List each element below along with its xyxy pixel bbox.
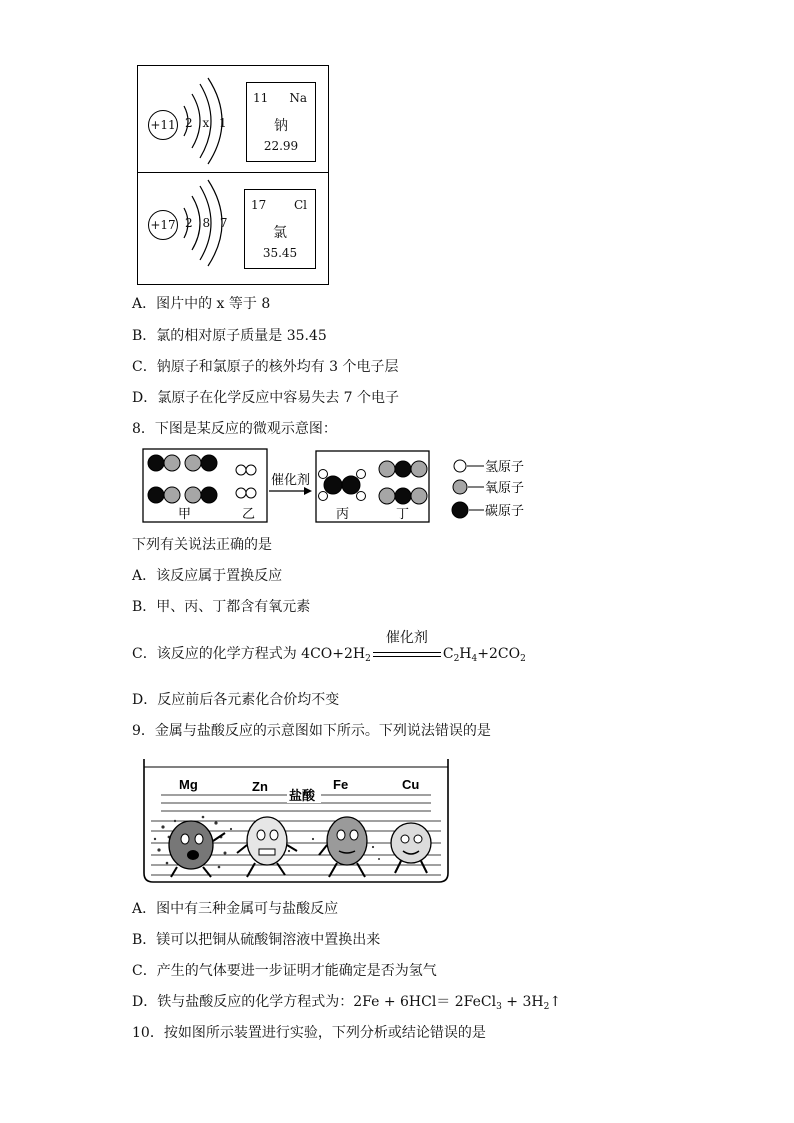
label-cu: Cu bbox=[402, 777, 420, 792]
legend-oxygen: 氧原子 bbox=[485, 481, 525, 496]
oxygen-atom bbox=[185, 455, 201, 471]
label-zn: Zn bbox=[252, 779, 268, 794]
oxygen-atom bbox=[185, 487, 201, 503]
chlorine-symbol: Cl bbox=[293, 198, 307, 212]
equation-catalyst-sign: 催化剂 bbox=[371, 645, 443, 663]
q7-option-b: B．氯的相对原子质量是 35.45 bbox=[132, 328, 327, 344]
carbon-atom bbox=[201, 487, 217, 503]
oxygen-atom bbox=[164, 487, 180, 503]
carbon-atom bbox=[201, 455, 217, 471]
legend-carbon: 碳原子 bbox=[485, 504, 525, 519]
sodium-electron-shells: 2 x 1 bbox=[185, 116, 230, 130]
reaction-arrow-head bbox=[304, 487, 312, 495]
hydrogen-atom bbox=[246, 465, 256, 475]
legend-carbon-swatch bbox=[452, 502, 468, 518]
legend-oxygen-swatch bbox=[453, 480, 467, 494]
oxygen-atom bbox=[379, 488, 395, 504]
label-jia: 甲 bbox=[178, 507, 192, 522]
label-hydrochloric-acid: 盐酸 bbox=[289, 789, 316, 804]
oxygen-atom bbox=[379, 461, 395, 477]
q9-option-c: C．产生的气体要进一步证明才能确定是否为氢气 bbox=[132, 963, 437, 979]
chlorine-mass: 35.45 bbox=[262, 246, 298, 260]
catalyst-label: 催化剂 bbox=[271, 473, 311, 488]
q9-option-a: A．图中有三种金属可与盐酸反应 bbox=[132, 901, 339, 917]
fe-character bbox=[327, 817, 367, 865]
sodium-atomic-number: 11 bbox=[253, 91, 269, 105]
q7-option-d: D．氯原子在化学反应中容易失去 7 个电子 bbox=[132, 390, 400, 406]
reaction-microscopic-diagram bbox=[140, 446, 540, 528]
chlorine-element-card bbox=[244, 189, 316, 269]
sodium-name: 钠 bbox=[274, 118, 288, 134]
hydrogen-atom bbox=[319, 492, 328, 501]
q9-option-b: B．镁可以把铜从硫酸铜溶液中置换出来 bbox=[132, 932, 381, 948]
oxygen-atom bbox=[411, 488, 427, 504]
label-fe: Fe bbox=[333, 777, 349, 792]
atom-structure-figure bbox=[137, 65, 329, 285]
q9-stem: 9．金属与盐酸反应的示意图如下所示。下列说法错误的是 bbox=[132, 723, 491, 739]
sodium-element-card bbox=[246, 82, 316, 162]
carbon-atom bbox=[395, 461, 411, 477]
chlorine-nucleus: +17 bbox=[148, 210, 178, 240]
oxygen-atom bbox=[411, 461, 427, 477]
figure-divider bbox=[138, 172, 328, 173]
mg-character bbox=[169, 821, 213, 869]
carbon-atom bbox=[148, 487, 164, 503]
hydrogen-atom bbox=[357, 470, 366, 479]
carbon-atom bbox=[324, 476, 342, 494]
q8-option-d: D．反应前后各元素化合价均不变 bbox=[132, 692, 340, 708]
carbon-atom bbox=[148, 455, 164, 471]
metals-in-acid-figure bbox=[141, 755, 453, 887]
chlorine-name: 氯 bbox=[273, 225, 287, 241]
hydrogen-atom bbox=[236, 465, 246, 475]
q9-option-d: D．铁与盐酸反应的化学方程式为：2Fe + 6HCl＝ 2FeCl$_3$ + $3H_2↑$ bbox=[132, 994, 562, 1012]
legend-hydrogen: 氢原子 bbox=[485, 460, 525, 475]
label-yi: 乙 bbox=[242, 507, 256, 522]
label-mg: Mg bbox=[179, 777, 198, 792]
carbon-atom bbox=[342, 476, 360, 494]
chlorine-atomic-number: 17 bbox=[251, 198, 267, 212]
hydrogen-atom bbox=[236, 488, 246, 498]
q10-stem: 10．按如图所示装置进行实验，下列分析或结论错误的是 bbox=[132, 1025, 486, 1041]
q8-prompt: 下列有关说法正确的是 bbox=[132, 537, 272, 553]
label-bing: 丙 bbox=[336, 507, 350, 522]
q8-option-a: A．该反应属于置换反应 bbox=[132, 568, 283, 584]
label-ding: 丁 bbox=[396, 507, 410, 522]
q7-option-c: C．钠原子和氯原子的核外均有 3 个电子层 bbox=[132, 359, 399, 375]
hydrogen-atom bbox=[246, 488, 256, 498]
q8-stem: 8．下图是某反应的微观示意图： bbox=[132, 421, 337, 437]
sodium-mass: 22.99 bbox=[263, 139, 299, 153]
oxygen-atom bbox=[164, 455, 180, 471]
legend-hydrogen-swatch bbox=[454, 460, 466, 472]
sodium-nucleus: +11 bbox=[148, 110, 178, 140]
hydrogen-atom bbox=[357, 492, 366, 501]
sodium-symbol: Na bbox=[289, 91, 307, 105]
q8-option-c: C．该反应的化学方程式为 $4CO+2H_2$ 催化剂 $C_2H_4+2CO_2$ bbox=[132, 630, 526, 664]
cu-character bbox=[391, 823, 431, 863]
carbon-atom bbox=[395, 488, 411, 504]
hydrogen-atom bbox=[319, 470, 328, 479]
q7-option-a: A．图片中的 x 等于 8 bbox=[132, 296, 271, 312]
zn-character bbox=[247, 817, 287, 865]
chlorine-electron-shells: 2 8 7 bbox=[185, 216, 231, 230]
q8-option-b: B．甲、丙、丁都含有氧元素 bbox=[132, 599, 311, 615]
